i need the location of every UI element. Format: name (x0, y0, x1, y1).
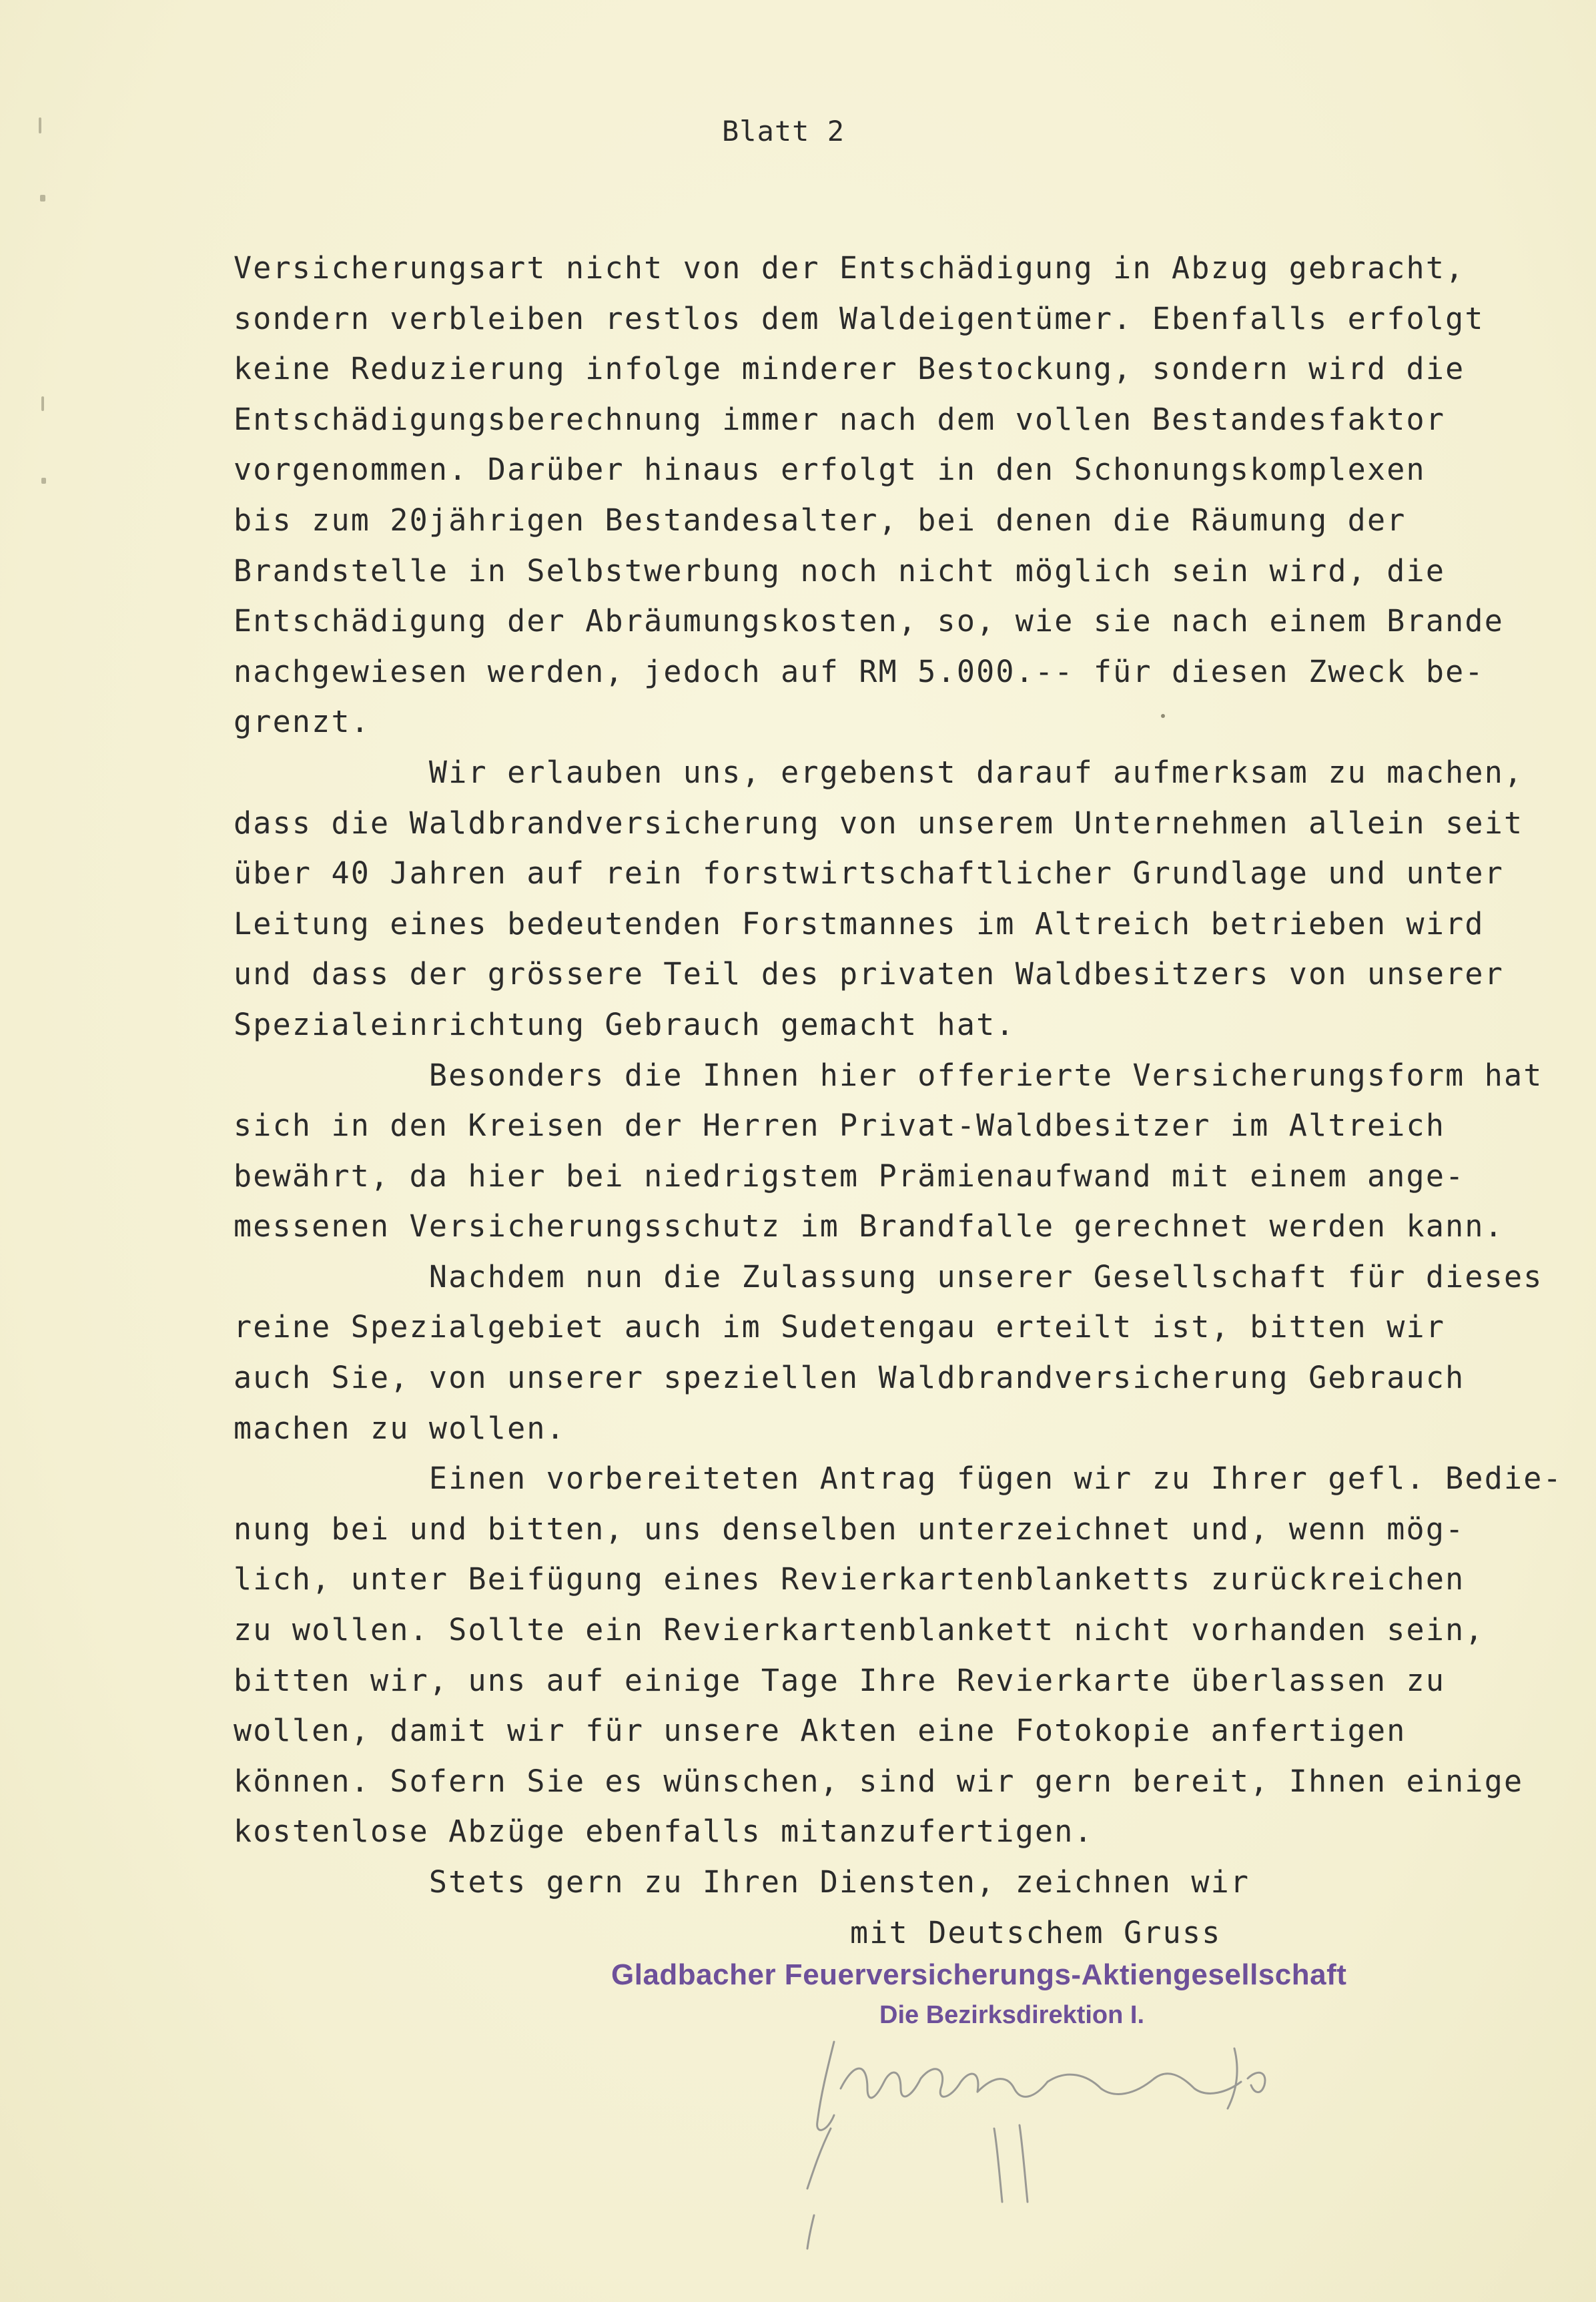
text-line: grenzt. (234, 704, 371, 740)
text-line: sich in den Kreisen der Herren Privat-Waldbesitzer im Altreich (234, 1108, 1446, 1144)
text-line: machen zu wollen. (234, 1410, 566, 1446)
margin-mark (39, 117, 41, 133)
text-line: Stets gern zu Ihren Diensten, zeichnen wir (234, 1864, 1250, 1900)
text-line: Entschädigungsberechnung immer nach dem vollen Bestandesfaktor (234, 401, 1446, 437)
text-line: Brandstelle in Selbstwerbung noch nicht möglich sein wird, die (234, 552, 1446, 589)
closing-greeting: mit Deutschem Gruss (850, 1915, 1222, 1950)
margin-mark (41, 396, 44, 411)
text-line: sondern verbleiben restlos dem Waldeigentümer. Ebenfalls erfolgt (234, 300, 1485, 336)
text-line: lich, unter Beifügung eines Revierkartenblanketts zurückreichen (234, 1561, 1465, 1597)
text-line: Leitung eines bedeutenden Forstmannes im Altreich betrieben wird (234, 905, 1485, 941)
letter-body (234, 243, 1575, 1908)
text-line: Wir erlauben uns, ergebenst darauf aufmerksam zu machen, (234, 754, 1524, 790)
text-line: Versicherungsart nicht von der Entschädigung in Abzug gebracht, (234, 250, 1465, 286)
text-line: bitten wir, uns auf einige Tage Ihre Revierkarte überlassen zu (234, 1662, 1446, 1698)
text-line: können. Sofern Sie es wünschen, sind wir gern bereit, Ihnen einige (234, 1763, 1524, 1799)
text-line: dass die Waldbrandversicherung von unserem Unternehmen allein seit (234, 805, 1524, 841)
text-line: bewährt, da hier bei niedrigstem Prämienaufwand mit einem ange- (234, 1158, 1465, 1194)
text-line: bis zum 20jährigen Bestandesalter, bei denen die Räumung der (234, 502, 1407, 538)
text-line: keine Reduzierung infolge minderer Bestockung, sondern wird die (234, 351, 1465, 387)
text-line: Spezialeinrichtung Gebrauch gemacht hat. (234, 1006, 1016, 1042)
text-line: kostenlose Abzüge ebenfalls mitanzufertigen. (234, 1814, 1094, 1850)
text-line: Besonders die Ihnen hier offerierte Versicherungsform hat (234, 1057, 1543, 1093)
text-line: nung bei und bitten, uns denselben unterzeichnet und, wenn mög- (234, 1511, 1465, 1547)
handwritten-signature (767, 2015, 1321, 2255)
text-line: auch Sie, von unserer speziellen Waldbrandversicherung Gebrauch (234, 1360, 1465, 1396)
text-line: Einen vorbereiteten Antrag fügen wir zu Ihrer gefl. Bedie- (234, 1461, 1563, 1497)
text-line: reine Spezialgebiet auch im Sudetengau erteilt ist, bitten wir (234, 1309, 1446, 1345)
division-stamp: Die Bezirksdirektion I. (879, 2001, 1145, 2029)
company-stamp: Gladbacher Feuerversicherungs-Aktiengesellschaft (611, 1958, 1347, 1991)
text-line: über 40 Jahren auf rein forstwirtschaftlicher Grundlage und unter (234, 855, 1504, 891)
margin-mark (40, 195, 45, 202)
page-number-header: Blatt 2 (722, 115, 845, 147)
text-line: und dass der grössere Teil des privaten Waldbesitzers von unserer (234, 956, 1504, 992)
text-line: vorgenommen. Darüber hinaus erfolgt in den Schonungskomplexen (234, 452, 1426, 488)
text-line: zu wollen. Sollte ein Revierkartenblankett nicht vorhanden sein, (234, 1612, 1485, 1648)
text-line: nachgewiesen werden, jedoch auf RM 5.000.-- für diesen Zweck be- (234, 653, 1485, 689)
text-line: messenen Versicherungsschutz im Brandfalle gerechnet werden kann. (234, 1208, 1504, 1244)
text-line: Nachdem nun die Zulassung unserer Gesellschaft für dieses (234, 1258, 1543, 1294)
text-line: wollen, damit wir für unsere Akten eine Fotokopie anfertigen (234, 1713, 1407, 1749)
margin-mark (41, 478, 46, 484)
text-line: Entschädigung der Abräumungskosten, so, wie sie nach einem Brande (234, 603, 1504, 639)
